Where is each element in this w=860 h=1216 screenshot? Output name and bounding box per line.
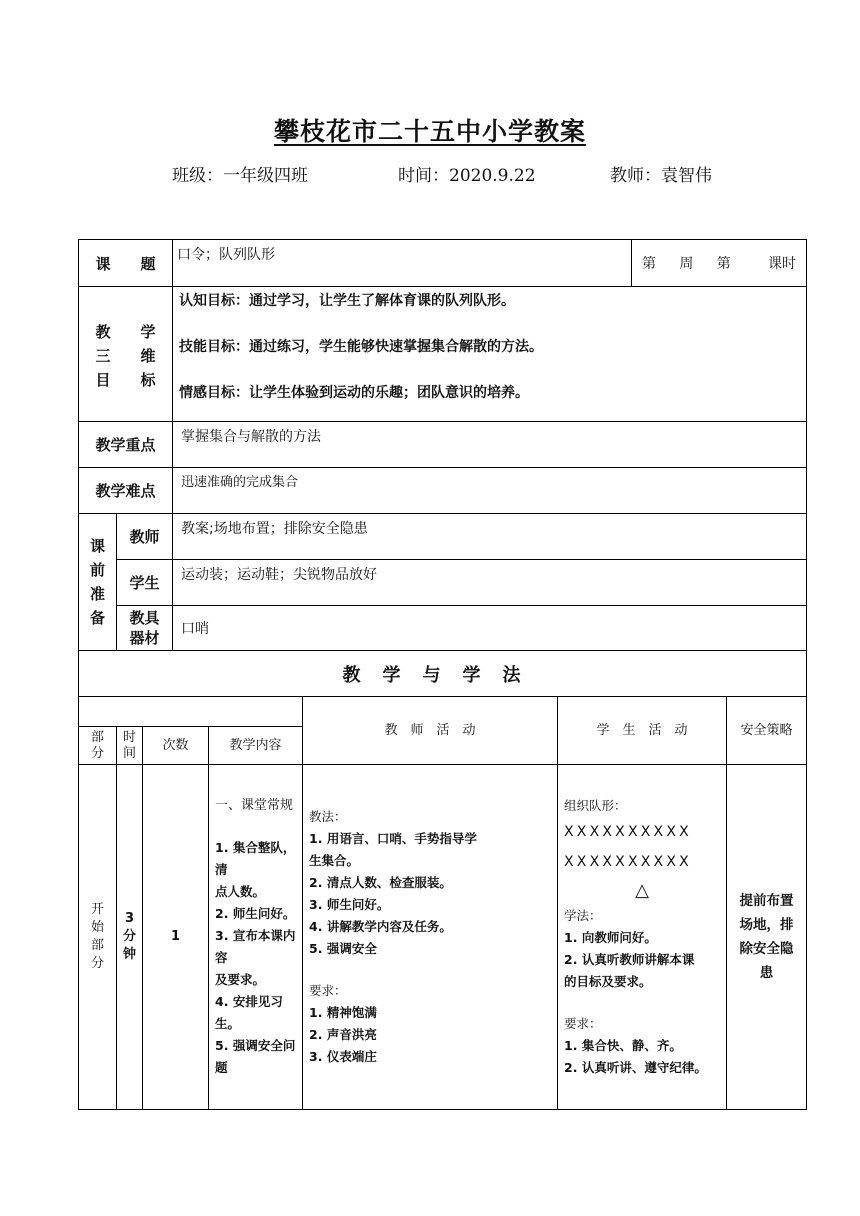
- time-info: 时间：2020.9.22: [398, 166, 536, 186]
- student-req-1: 1. 集合快、静、齐。: [564, 1038, 682, 1053]
- lesson-plan-table: [78, 239, 807, 1110]
- header-teacher-activity: 教 师 活 动: [303, 697, 558, 765]
- prep-label: 课前准备: [79, 514, 117, 651]
- header-time: 时间: [117, 727, 143, 765]
- class-info: 班级：一年级四班: [172, 166, 308, 186]
- formation-row-2: XXXXXXXXXX: [564, 854, 692, 870]
- teacher-info: 教师：袁智伟: [610, 166, 712, 186]
- lesson-week-cell: [632, 240, 807, 287]
- teacher-req-3: 3. 仪表端庄: [309, 1049, 377, 1064]
- emotion-goal: 情感目标：让学生体验到运动的乐趣；团队意识的培养。: [179, 385, 530, 401]
- study-item-1: 1. 向教师问好。: [564, 930, 657, 945]
- page-title: 攀枝花市二十五中小学教案: [273, 117, 586, 146]
- teacher-req-2: 2. 声音洪亮: [309, 1027, 377, 1042]
- content-cell: [209, 765, 303, 1110]
- difficulty-label: 教学难点: [79, 468, 173, 514]
- teacher-method-4: 4. 讲解教学内容及任务。: [309, 919, 452, 934]
- difficulty-row: [79, 468, 807, 514]
- header-student-activity: 学 生 活 动: [558, 697, 727, 765]
- week-label-4: 课时: [768, 256, 797, 272]
- header-count: 次数: [143, 727, 209, 765]
- goals-label-line-3: 目 标: [95, 371, 156, 389]
- method-heading: 教学与学法: [79, 651, 807, 697]
- content-item-4: 4. 安排见习生。: [215, 994, 283, 1031]
- study-item-2: 2. 认真听教师讲解本课: [564, 952, 695, 967]
- prep-student-value: 运动装；运动鞋；尖锐物品放好: [173, 560, 807, 606]
- content-item-1: 1. 集合整队，清: [215, 840, 296, 877]
- study-title: 学法：: [564, 908, 602, 923]
- student-req-2: 2. 认真听讲、遵守纪律。: [564, 1060, 707, 1075]
- content-item-1-cont: 点人数。: [215, 884, 266, 899]
- teacher-req-1: 1. 精神饱满: [309, 1005, 377, 1020]
- formation-row-1: XXXXXXXXXX: [564, 824, 692, 840]
- goals-label: [79, 287, 173, 422]
- teacher-method-1: 1. 用语言、口哨、手势指导学: [309, 831, 477, 846]
- student-activity-cell: [558, 765, 727, 1110]
- skill-goal: 技能目标：通过练习，学生能够快速掌握集合解散的方法。: [179, 339, 544, 355]
- content-item-3-cont: 及要求。: [215, 972, 266, 987]
- header-safety: 安全策略: [727, 697, 807, 765]
- prep-equipment-row: [79, 606, 807, 651]
- start-section-row: [79, 765, 807, 1110]
- teacher-activity-cell: [303, 765, 558, 1110]
- header-content: 教学内容: [209, 727, 303, 765]
- teacher-method-2: 2. 清点人数、检查服装。: [309, 875, 452, 890]
- count-cell: 1: [143, 765, 209, 1110]
- header-part: 部分: [79, 727, 117, 765]
- formation-title: 组织队形：: [564, 798, 627, 813]
- week-label-1: 第: [642, 256, 657, 272]
- method-heading-row: [79, 651, 807, 697]
- teacher-position-icon: △: [635, 880, 649, 901]
- content-item-5: 5. 强调安全问题: [215, 1038, 296, 1075]
- content-item-2: 2. 师生问好。: [215, 906, 296, 921]
- cognitive-goal: 认知目标：通过学习，让学生了解体育课的队列队形。: [179, 293, 516, 309]
- goals-label-line-2: 三 维: [95, 347, 156, 365]
- safety-cell: 提前布置场地，排除安全隐患: [727, 765, 807, 1110]
- part-cell: 开始部分: [79, 765, 117, 1110]
- prep-teacher-row: [79, 514, 807, 560]
- teacher-method-title: 教法：: [309, 809, 347, 824]
- topic-row: [79, 240, 807, 287]
- teacher-method-5: 5. 强调安全: [309, 941, 377, 956]
- key-point-label: 教学重点: [79, 422, 173, 468]
- week-label-3: 第: [716, 256, 731, 272]
- prep-teacher-label: 教师: [117, 514, 173, 560]
- study-item-2-cont: 的目标及要求。: [564, 974, 652, 989]
- teacher-method-1-cont: 生集合。: [309, 853, 360, 868]
- prep-student-row: [79, 560, 807, 606]
- goals-label-line-1: 教 学: [95, 323, 156, 341]
- prep-student-label: 学生: [117, 560, 173, 606]
- goals-row: [79, 287, 807, 422]
- difficulty-value: 迅速准确的完成集合: [173, 468, 807, 514]
- column-header-top-row: [79, 697, 807, 727]
- key-point-row: [79, 422, 807, 468]
- time-cell: 3分钟: [117, 765, 143, 1110]
- header-blank-cell: [79, 697, 303, 727]
- teacher-req-title: 要求：: [309, 983, 347, 998]
- topic-label: 课 题: [79, 240, 173, 287]
- topic-value: 口令；队列队形: [173, 240, 632, 287]
- student-req-title: 要求：: [564, 1016, 602, 1031]
- key-point-value: 掌握集合与解散的方法: [173, 422, 807, 468]
- goals-content: [173, 287, 807, 422]
- teacher-method-3: 3. 师生问好。: [309, 897, 390, 912]
- content-item-3: 3. 宣布本课内容: [215, 928, 296, 965]
- week-label-2: 周: [679, 256, 694, 272]
- prep-teacher-value: 教案;场地布置；排除安全隐患: [173, 514, 807, 560]
- content-title: 一、课堂常规: [215, 798, 294, 813]
- prep-equipment-label: 教具器材: [117, 606, 173, 651]
- prep-equipment-value: 口哨: [173, 606, 807, 651]
